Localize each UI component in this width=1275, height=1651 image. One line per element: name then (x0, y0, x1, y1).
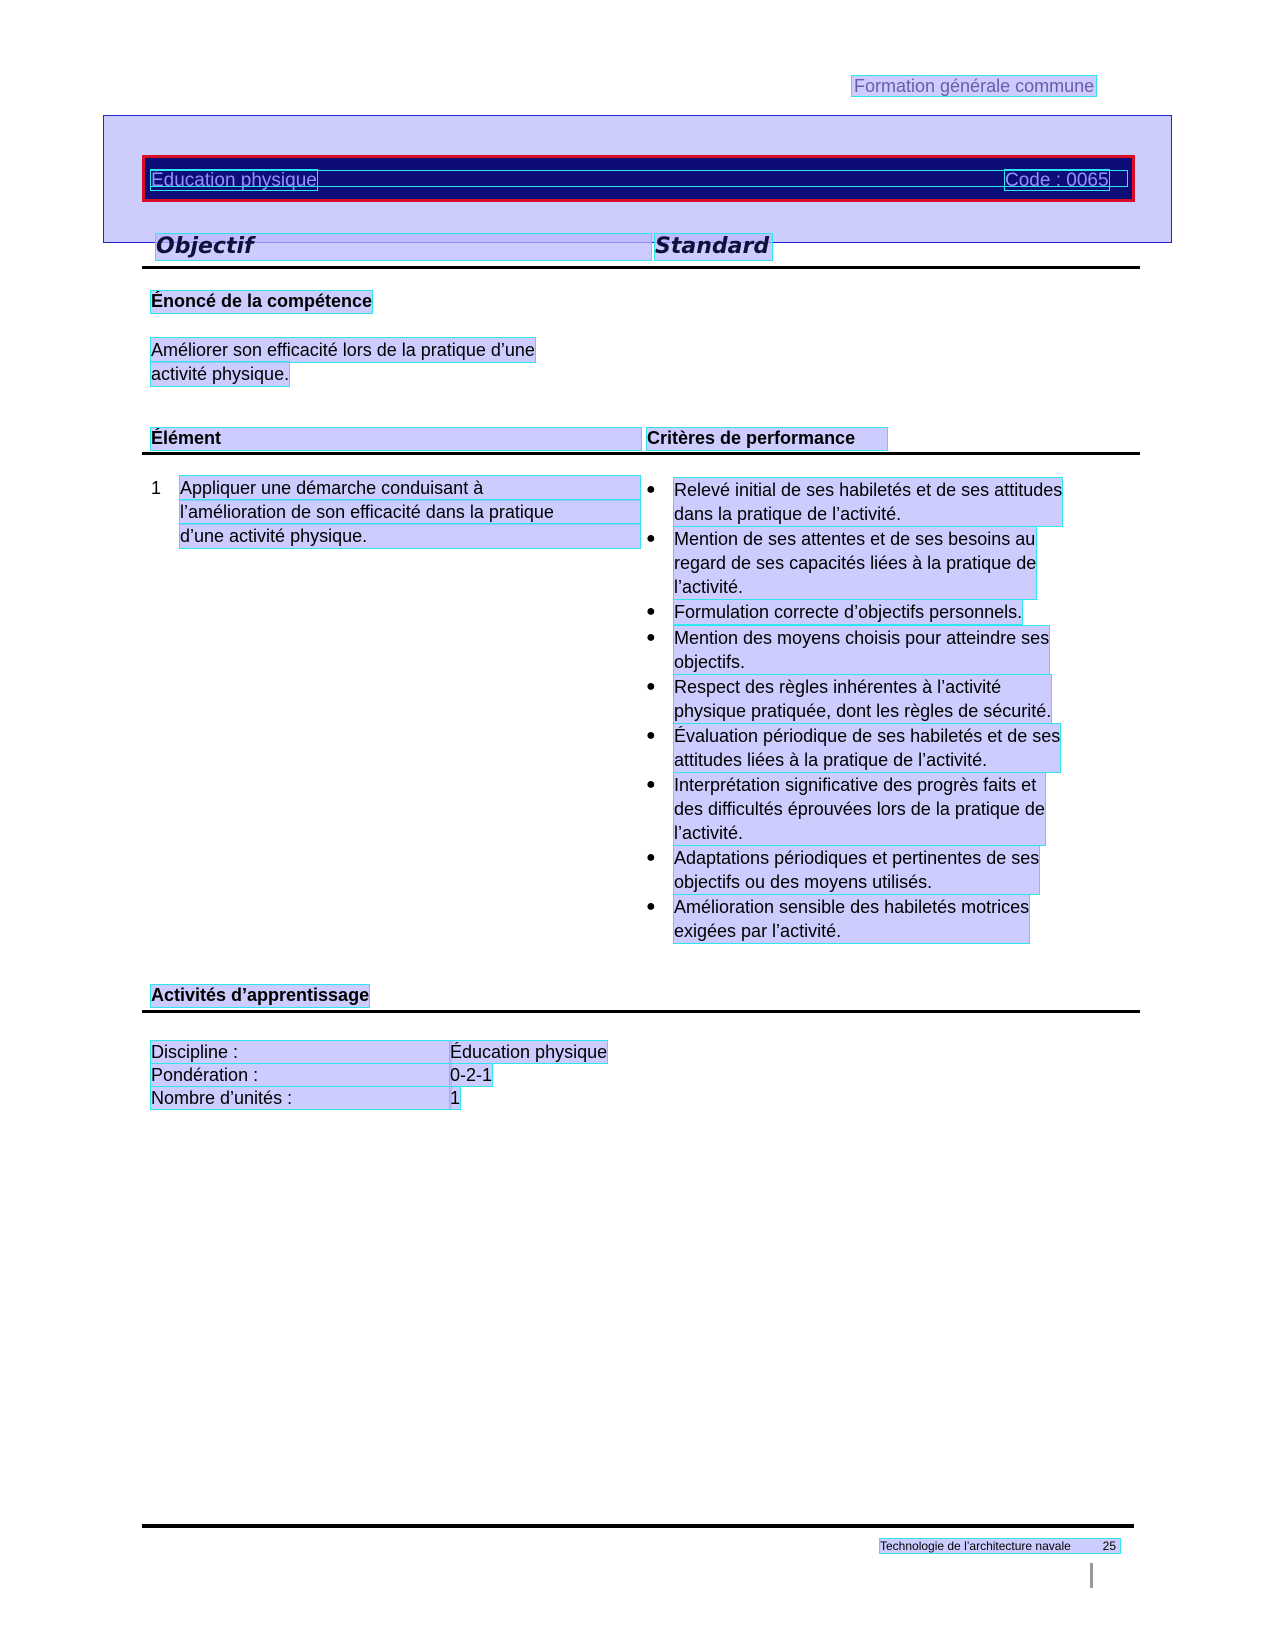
competence-line-2: activité physique. (151, 364, 290, 384)
units-label: Nombre d’unités : (151, 1087, 451, 1109)
criterion-line: physique pratiquée, dont les règles de sécurité. (674, 701, 1052, 721)
column-standard: Standard (655, 234, 772, 260)
course-code: Code : 0065 (1005, 170, 1109, 191)
criterion-8 (674, 846, 1039, 894)
criterion-line: des difficultés éprouvées lors de la pratique de (674, 799, 1045, 819)
bullet-icon: ● (646, 603, 656, 620)
bullet-icon: ● (646, 530, 656, 547)
criterion-5 (674, 675, 1051, 723)
criterion-line: Mention de ses attentes et de ses besoins au (674, 529, 1036, 549)
criterion-line: Interprétation significative des progrès faits et (674, 775, 1037, 795)
footer-divider (142, 1524, 1134, 1528)
criterion-line: l’activité. (674, 577, 744, 597)
element-heading: Élément (151, 428, 641, 450)
course-title: Éducation physique (151, 170, 317, 191)
footer-title: Technologie de l’architecture navale (880, 1539, 1071, 1553)
criterion-3 (674, 600, 1022, 624)
competence-heading: Énoncé de la compétence (151, 291, 373, 311)
bullet-icon: ● (646, 481, 656, 498)
bullet-icon: ● (646, 776, 656, 793)
criterion-line: Respect des règles inhérentes à l’activité (674, 677, 1002, 697)
criterion-6 (674, 724, 1060, 772)
divider (142, 452, 1140, 455)
competence-line-1: Améliorer son efficacité lors de la pratique d’une (151, 340, 535, 360)
bullet-icon: ● (646, 629, 656, 646)
criterion-line: objectifs ou des moyens utilisés. (674, 872, 933, 892)
criterion-line: Adaptations périodiques et pertinentes de ses (674, 848, 1040, 868)
ponderation-value: 0-2-1 (450, 1065, 493, 1085)
criterion-1 (674, 478, 1062, 526)
element-line-3: d’une activité physique. (180, 524, 640, 548)
criterion-line: Relevé initial de ses habiletés et de ses attitudes (674, 480, 1063, 500)
criterion-line: exigées par l’activité. (674, 921, 842, 941)
criterion-line: regard de ses capacités liées à la pratique de (674, 553, 1037, 573)
criterion-line: Formulation correcte d’objectifs personnels. (674, 602, 1023, 622)
page-number: 25 (1102, 1539, 1116, 1553)
bullet-icon: ● (646, 727, 656, 744)
element-number: 1 (151, 478, 162, 498)
column-objectif: Objectif (156, 234, 651, 260)
criterion-line: l’activité. (674, 823, 744, 843)
criterion-line: objectifs. (674, 652, 746, 672)
bullet-icon: ● (646, 898, 656, 915)
discipline-value: Éducation physique (450, 1042, 608, 1062)
bullet-icon: ● (646, 849, 656, 866)
criterion-line: attitudes liées à la pratique de l’activité. (674, 750, 988, 770)
footer (880, 1539, 1120, 1553)
criterion-9 (674, 895, 1029, 943)
ponderation-label: Pondération : (151, 1064, 451, 1086)
criterion-2 (674, 527, 1036, 599)
criterion-line: Amélioration sensible des habiletés motrices (674, 897, 1030, 917)
activities-heading: Activités d’apprentissage (151, 985, 370, 1005)
divider (142, 266, 1140, 269)
divider (142, 1010, 1140, 1013)
criterion-4 (674, 626, 1049, 674)
bullet-icon: ● (646, 678, 656, 695)
criterion-line: Évaluation périodique de ses habiletés et de ses (674, 726, 1061, 746)
element-line-1: Appliquer une démarche conduisant à (180, 476, 640, 500)
running-header: Formation générale commune (854, 76, 1095, 96)
element-line-2: l’amélioration de son efficacité dans la pratique (180, 500, 640, 524)
criterion-line: Mention des moyens choisis pour atteindre ses (674, 628, 1050, 648)
units-value: 1 (450, 1088, 461, 1108)
criteria-heading: Critères de performance (647, 428, 887, 450)
margin-mark (1090, 1563, 1093, 1588)
discipline-label: Discipline : (151, 1041, 451, 1063)
criterion-line: dans la pratique de l’activité. (674, 504, 902, 524)
criterion-7 (674, 773, 1045, 845)
